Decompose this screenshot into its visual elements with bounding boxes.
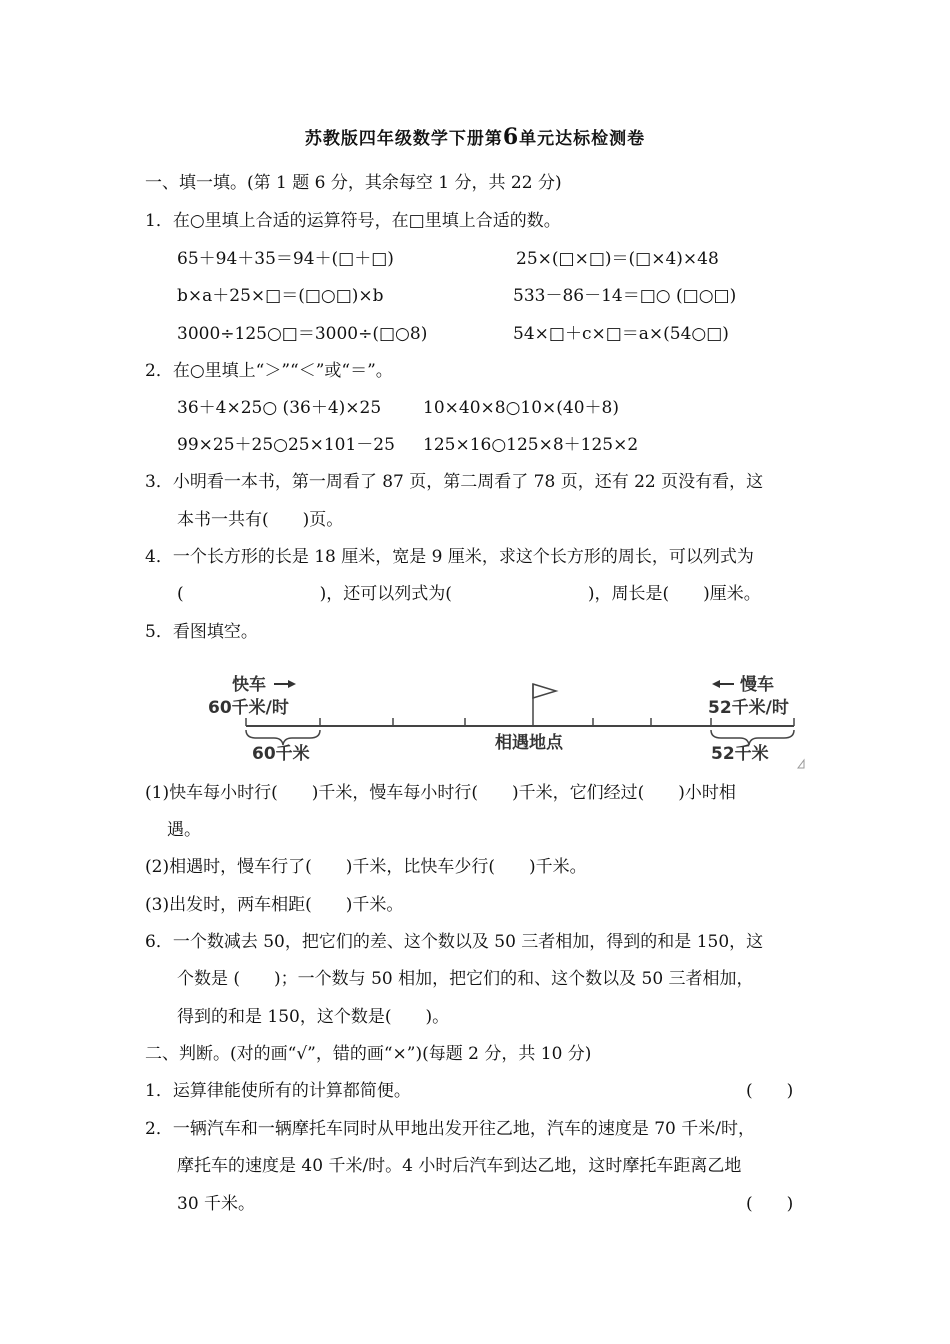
- fast-car-label: 快车: [232, 675, 266, 695]
- q2-row2-right: 125×16○125×8＋125×2: [423, 435, 639, 455]
- section-1-heading: 一、填一填。(第 1 题 6 分，其余每空 1 分，共 22 分): [145, 173, 562, 193]
- j2-answer-paren: ( ): [746, 1194, 794, 1214]
- q6-line1: 6．一个数减去 50，把它们的差、这个数以及 50 三者相加，得到的和是 150，这: [145, 932, 764, 952]
- slow-car-label: 慢车: [740, 675, 774, 695]
- title-prefix: 苏教版四年级数学下册第: [304, 129, 503, 149]
- meeting-diagram: [200, 668, 810, 773]
- q5-text: 5．看图填空。: [145, 622, 258, 642]
- q5-sub1-line1: (1)快车每小时行( )千米，慢车每小时行( )千米，它们经过( )小时相: [145, 783, 736, 803]
- q5-sub2: (2)相遇时，慢车行了( )千米，比快车少行( )千米。: [145, 857, 587, 877]
- q1-row1-left: 65＋94＋35＝94＋(□＋□): [177, 249, 394, 269]
- slow-brace: [711, 730, 794, 745]
- q6-line2: 个数是 ( )；一个数与 50 相加，把它们的和、这个数以及 50 三者相加，: [177, 969, 754, 989]
- slow-distance-label: 52千米: [711, 744, 769, 764]
- q3-line2: 本书一共有( )页。: [177, 510, 344, 530]
- j2-line2: 摩托车的速度是 40 千米/时。4 小时后汽车到达乙地，这时摩托车距离乙地: [177, 1156, 742, 1176]
- fast-car-speed: 60千米/时: [208, 698, 289, 718]
- title-suffix: 单元达标检测卷: [519, 129, 646, 149]
- q4-line1: 4．一个长方形的长是 18 厘米，宽是 9 厘米，求这个长方形的周长，可以列式为: [145, 547, 754, 567]
- title-unit-number: 6: [502, 124, 520, 150]
- q1-row1-right: 25×(□×□)＝(□×4)×48: [516, 249, 719, 269]
- q6-line3: 得到的和是 150，这个数是( )。: [177, 1007, 450, 1027]
- q2-row1-left: 36＋4×25○ (36＋4)×25: [177, 398, 382, 418]
- q4-line2: ( )，还可以列式为( )，周长是( )厘米。: [177, 584, 761, 604]
- j1-answer-paren: ( ): [746, 1081, 794, 1101]
- j2-line1: 2．一辆汽车和一辆摩托车同时从甲地出发开往乙地，汽车的速度是 70 千米/时，: [145, 1119, 755, 1139]
- q1-row3-right: 54×□＋c×□＝a×(54○□): [513, 324, 729, 344]
- page-title: [0, 124, 950, 150]
- meeting-flag-icon: [533, 684, 556, 726]
- q1-row2-right: 533－86－14＝□○ (□○□): [513, 286, 737, 306]
- q1-text: 1．在○里填上合适的运算符号，在□里填上合适的数。: [145, 211, 561, 231]
- q2-row2-left: 99×25＋25○25×101－25: [177, 435, 395, 455]
- q1-row3-left: 3000÷125○□＝3000÷(□○8): [177, 324, 428, 344]
- q1-row2-left: b×a＋25×□＝(□○□)×b: [177, 286, 384, 306]
- j1-text: 1．运算律能使所有的计算都简便。: [145, 1081, 411, 1101]
- fast-brace: [246, 730, 320, 745]
- q2-row1-right: 10×40×8○10×(40＋8): [423, 398, 619, 418]
- section-2-heading: 二、判断。(对的画“√”，错的画“×”)(每题 2 分，共 10 分): [145, 1044, 592, 1064]
- meeting-point-label: 相遇地点: [495, 733, 563, 753]
- q5-sub3: (3)出发时，两车相距( )千米。: [145, 895, 404, 915]
- slow-car-speed: 52千米/时: [708, 698, 789, 718]
- q5-sub1-line2: 遇。: [167, 820, 201, 840]
- j2-line3: 30 千米。: [177, 1194, 256, 1214]
- q2-text: 2．在○里填上“＞”“＜”或“＝”。: [145, 361, 393, 381]
- fast-distance-label: 60千米: [252, 744, 310, 764]
- q3-line1: 3．小明看一本书，第一周看了 87 页，第二周看了 78 页，还有 22 页没有看，这: [145, 472, 764, 492]
